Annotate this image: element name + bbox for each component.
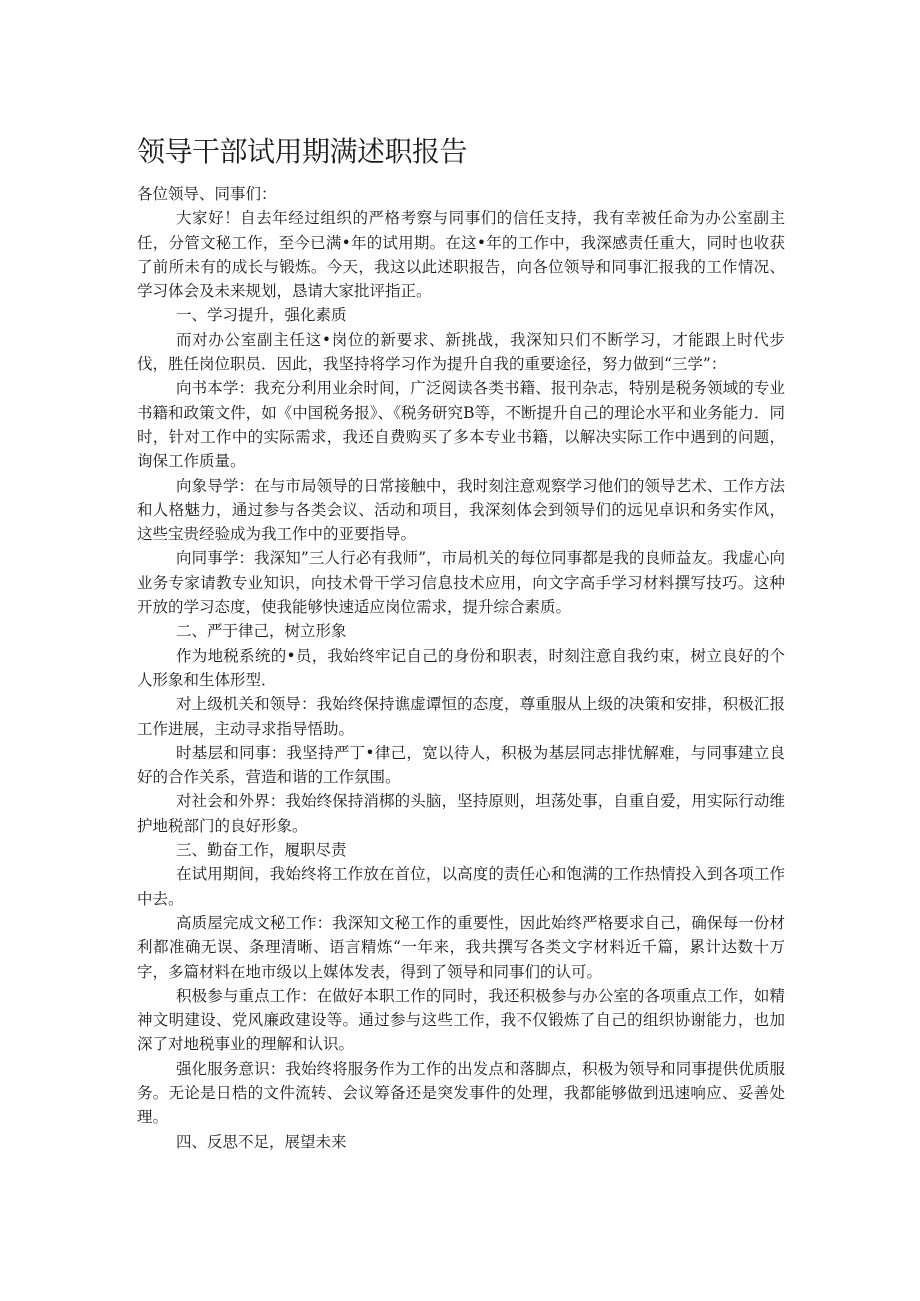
paragraph: 对社会和外界：我始终保持消梆的头脑，坚持原则，坦荡处事，自重自爱，用实际行动维护地税部门的良好形象。	[137, 792, 785, 835]
paragraph: 时基层和同事：我坚持严丁•律己，宽以待人，积极为基层同志排忧解难，与同事建立良好的合作关系，营造和谐的工作氛围。	[137, 743, 785, 787]
paragraph: 向同事学：我深知”三人行必有我师”，市局机关的每位同事都是我的良师益友。我虚心向业务专家请教专业知识，向技术骨干学习信息技术应用，向文字高手学习材料撰写技巧。这种开放的学习态度，使我能够快速适应岗位需求，提升综合素质。	[137, 549, 785, 617]
paragraph: 在试用期间，我始终将工作放在首位，以高度的责任心和饱满的工作热情投入到各项工作中去。	[137, 865, 785, 908]
section-heading-3: 三、勤奋工作，履职尽责	[176, 841, 347, 860]
page-title: 领导干部试用期满述职报告	[137, 135, 468, 168]
paragraph: 强化服务意识：我始终将服务作为工作的出发点和落脚点，积极为领导和同事提供优质服务。无论是日梏的文件流转、会议筹备还是突发事件的处理，我都能够做到迅速响应、妥善处理。	[137, 1059, 785, 1127]
paragraph: 而对办公室副主任这•岗位的新要求、新挑战，我深知只们不断学习，才能跟上时代步伐，胜任岗位职员．因此，我坚持将学习作为提升自我的重要途径，努力做到“三学”：	[137, 330, 785, 374]
paragraph: 高质屋完成文秘工作：我深知文秘工作的重要性，因此始终严格要求自己，确保每一份材利都准确无误、条理清晰、语言精炼“一年来，我共撰写各类文字材料近千篇，累计达数十万字，多篇材料在地市级以上媒体发表，得到了领导和同事们的认可。	[137, 913, 785, 981]
section-heading-1: 一、学习提升，强化素质	[176, 306, 347, 325]
paragraph: 积极参与重点工作：在做好本职工作的同时，我还积极参与办公室的各项重点工作，如精神文明建设、党风廉政建设等。通过参与这些工作，我不仅锻炼了自己的组织协谢能力，也加深了对地税事业的理解和认识。	[137, 986, 785, 1054]
paragraph: 作为地税系统的•员，我始终牢记自己的身份和职表，时刻注意自我约束，树立良好的个人形象和生体形型．	[137, 646, 785, 689]
section-heading-2: 二、严于律己，树立形象	[176, 622, 347, 641]
paragraph-salutation: 各位领导、同事们：	[137, 185, 277, 203]
section-heading-4: 四、反思不足，展望未来	[176, 1132, 347, 1151]
paragraph-opening: 大家好！自去年经过组织的严格考察与同事们的信任支持，我有幸被任命为办公室副主任，分管文秘工作，至今已满•年的试用期。在这•年的工作中，我深感责任重大，同时也收获了前所未有的成长与锻炼。今天，我这以此述职报告，向各位领导和同事汇报我的工作情况、学习体会及未来规划，恳请大家批评指正。	[137, 209, 785, 301]
document-body	[137, 182, 785, 1154]
paragraph: 向书本学：我充分利用业余时间，广泛阅读各类书籍、报刊杂志，特别是税务领域的专业书籍和政策文件，如《中国税务报》、《税务研究B等，不断提升自己的理论水平和业务能力．同时，针对工作中的实际需求，我还自费购买了多本专业书籍，以解决实际工作中遇到的问题，询保工作质量。	[137, 379, 785, 471]
paragraph: 对上级机关和领导：我始终保持谯虚谭恒的态度，尊重服从上级的决策和安排，积极汇报工作进展，主动寻求指导悟助。	[137, 695, 785, 738]
paragraph: 向象导学：在与市局领导的日常接触中，我时刻注意观察学习他们的领导艺术、工作方法和人格魅力，通过参与各类会议、活动和项目，我深刻体会到领导们的远见卓识和务实作风，这些宝贵经验成为我工作中的亚要指导。	[137, 476, 785, 544]
